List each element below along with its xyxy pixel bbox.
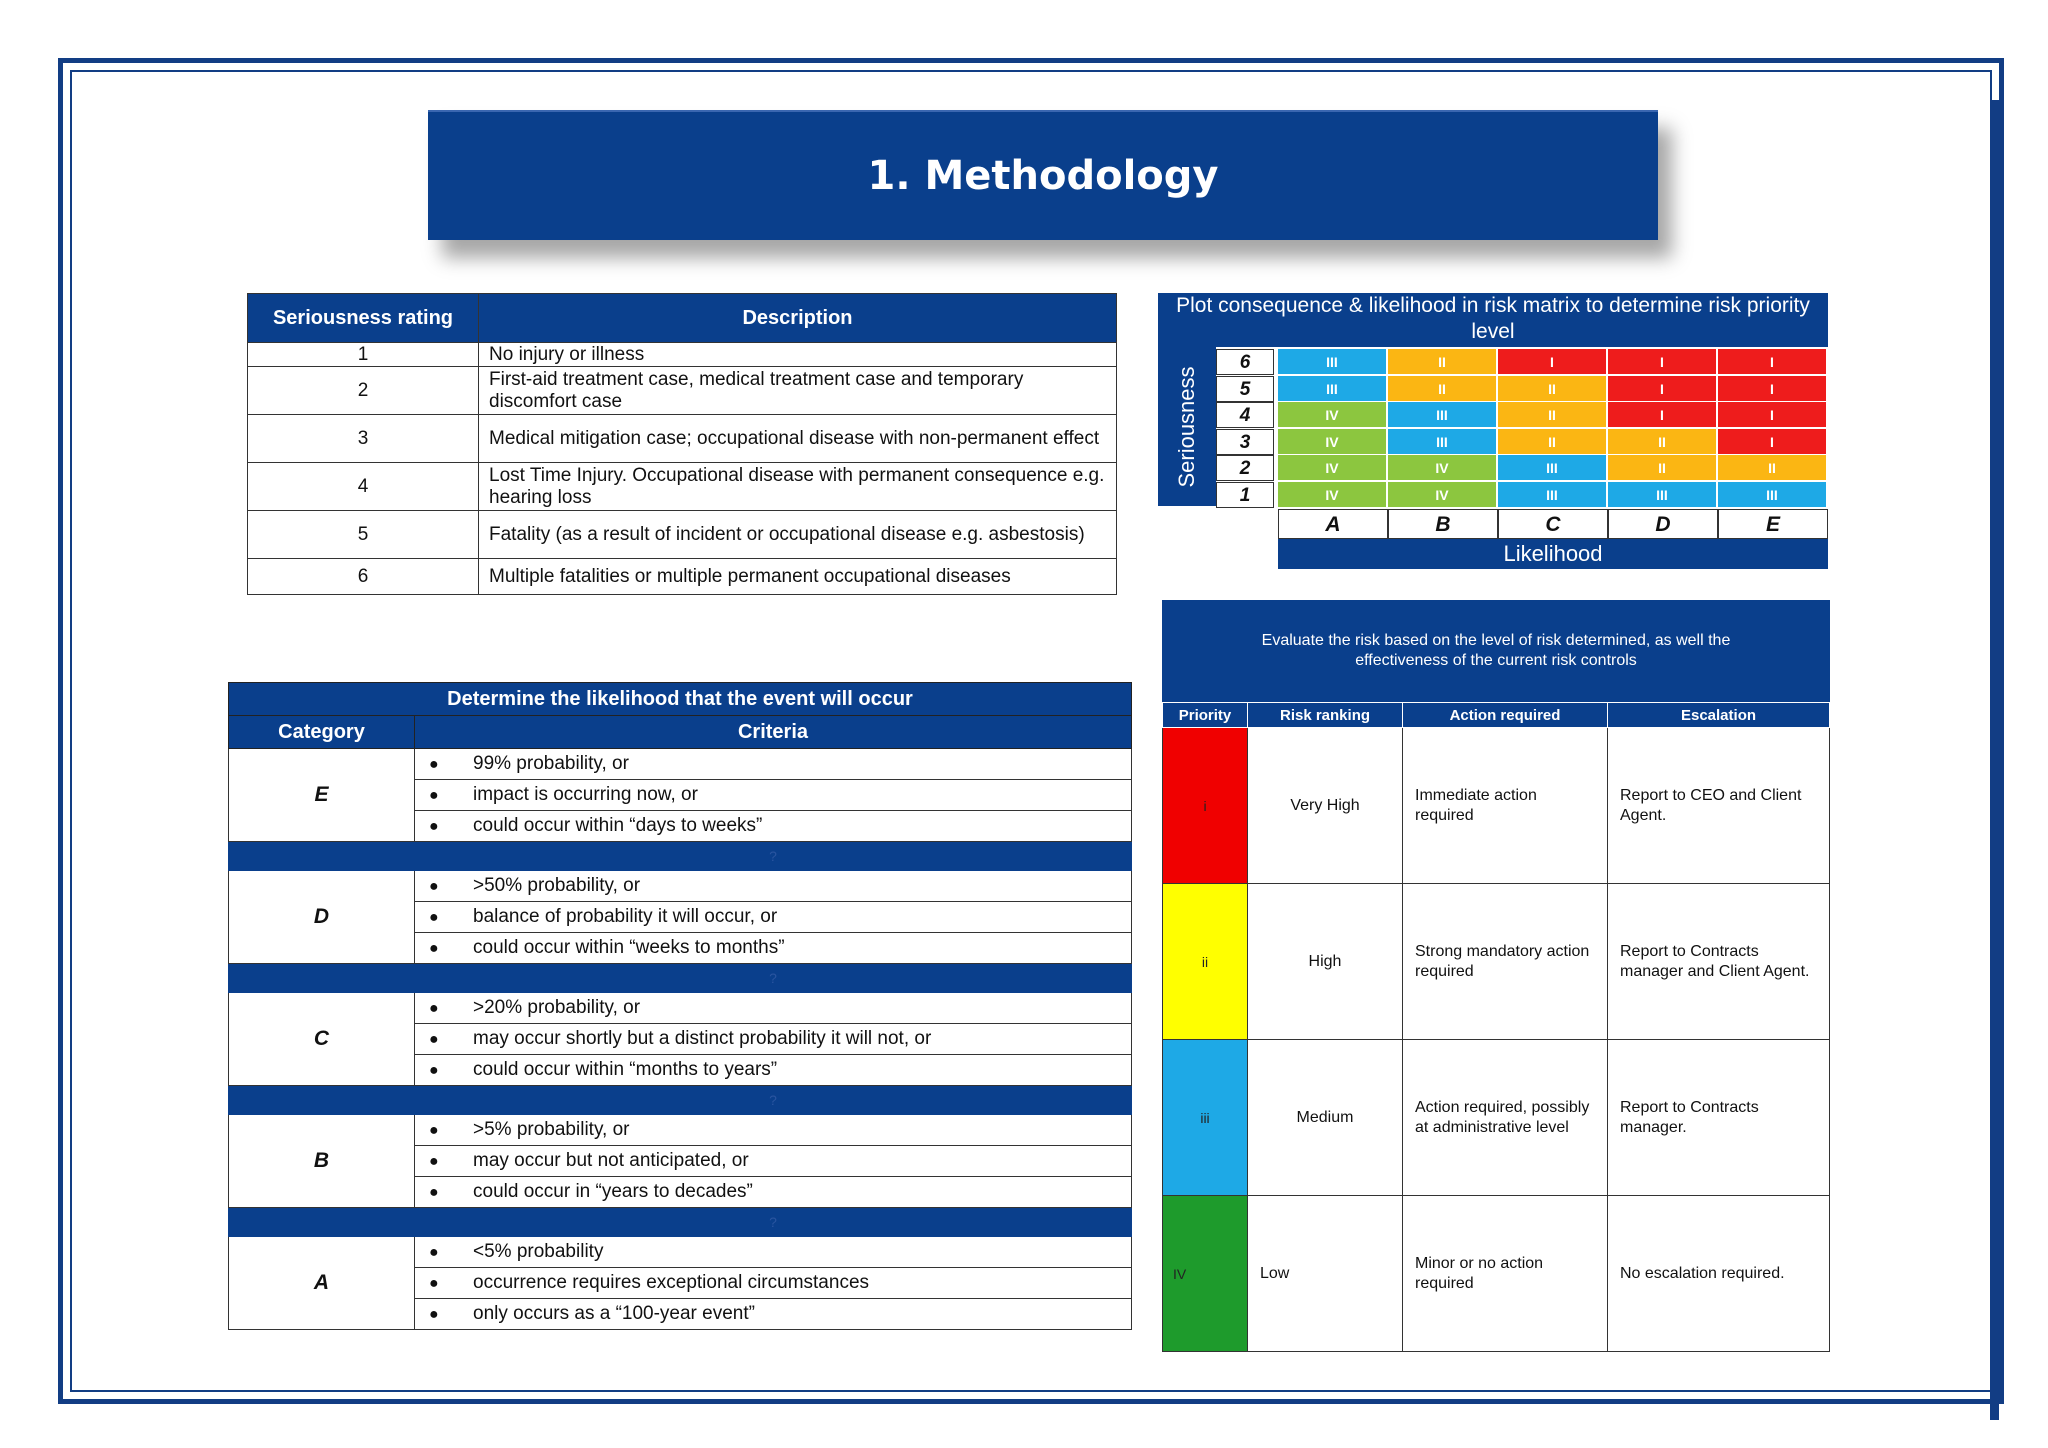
risk-ranking: Medium — [1248, 1040, 1403, 1196]
risk-matrix-cell: IV — [1278, 429, 1387, 455]
risk-matrix-cell: III — [1608, 482, 1717, 508]
risk-matrix-cell: IV — [1388, 455, 1497, 481]
escalation: Report to CEO and Client Agent. — [1608, 728, 1830, 884]
risk-matrix-cell: IV — [1388, 482, 1497, 508]
risk-matrix-column-label: D — [1608, 509, 1718, 539]
bullet-icon: ● — [429, 1153, 439, 1170]
bullet-icon: ● — [429, 1275, 439, 1292]
risk-matrix-cell: III — [1388, 429, 1497, 455]
risk-matrix-cell: III — [1718, 482, 1827, 508]
bullet-icon: ● — [429, 909, 439, 926]
likelihood-category: E — [229, 749, 415, 842]
seriousness-rating: 1 — [248, 343, 479, 367]
seriousness-description: Multiple fatalities or multiple permanent occupational diseases — [479, 559, 1117, 595]
likelihood-category: D — [229, 871, 415, 964]
bullet-icon: ● — [429, 787, 439, 804]
risk-matrix-cell: I — [1718, 376, 1827, 402]
risk-matrix-cell: II — [1498, 429, 1607, 455]
likelihood-criterion: ● >50% probability, or — [415, 871, 1132, 902]
risk-matrix-cell: II — [1608, 429, 1717, 455]
likelihood-criterion: ● may occur shortly but a distinct probability it will not, or — [415, 1024, 1132, 1055]
likelihood-category: A — [229, 1237, 415, 1330]
seriousness-description: No injury or illness — [479, 343, 1117, 367]
risk-matrix — [1158, 293, 1828, 577]
likelihood-criterion: ● >5% probability, or — [415, 1115, 1132, 1146]
likelihood-criterion: ● could occur within “days to weeks” — [415, 811, 1132, 842]
escalation: No escalation required. — [1608, 1196, 1830, 1352]
risk-matrix-cell: I — [1718, 429, 1827, 455]
seriousness-rating: 5 — [248, 511, 479, 559]
risk-matrix-column-label: A — [1278, 509, 1388, 539]
risk-evaluation-title: Evaluate the risk based on the level of risk determined, as well the effectiveness of the current risk controls — [1162, 600, 1830, 702]
escalation: Report to Contracts manager. — [1608, 1040, 1830, 1196]
eval-header-escalation: Escalation — [1608, 703, 1830, 728]
risk-matrix-title: Plot consequence & likelihood in risk matrix to determine risk priority level — [1158, 293, 1828, 347]
eval-row — [1163, 728, 1830, 884]
likelihood-criterion: ● could occur within “months to years” — [415, 1055, 1132, 1086]
risk-matrix-row-label: 1 — [1216, 482, 1274, 508]
risk-matrix-cell: I — [1718, 349, 1827, 375]
eval-row — [1163, 1040, 1830, 1196]
seriousness-rating: 3 — [248, 415, 479, 463]
risk-matrix-row-label: 6 — [1216, 349, 1274, 375]
risk-matrix-cell: II — [1608, 455, 1717, 481]
risk-matrix-cell: III — [1498, 482, 1607, 508]
priority-swatch: iii — [1163, 1040, 1248, 1196]
risk-matrix-cell: I — [1718, 402, 1827, 428]
likelihood-table — [228, 682, 1132, 1330]
seriousness-description: Medical mitigation case; occupational disease with non-permanent effect — [479, 415, 1117, 463]
risk-matrix-cell: I — [1608, 349, 1717, 375]
seriousness-description: Lost Time Injury. Occupational disease with permanent consequence e.g. hearing loss — [479, 463, 1117, 511]
risk-matrix-cell: I — [1608, 376, 1717, 402]
risk-matrix-cell: I — [1498, 349, 1607, 375]
bullet-icon: ● — [429, 1184, 439, 1201]
escalation: Report to Contracts manager and Client Agent. — [1608, 884, 1830, 1040]
seriousness-rating: 2 — [248, 367, 479, 415]
bullet-icon: ● — [429, 756, 439, 773]
likelihood-separator: ? — [415, 964, 1132, 993]
seriousness-rating: 4 — [248, 463, 479, 511]
risk-evaluation-table — [1162, 702, 1830, 1352]
seriousness-header-description: Description — [479, 294, 1117, 343]
priority-swatch: i — [1163, 728, 1248, 884]
action-required: Strong mandatory action required — [1403, 884, 1608, 1040]
likelihood-criterion: ● <5% probability — [415, 1237, 1132, 1268]
eval-row — [1163, 884, 1830, 1040]
risk-matrix-column-label: C — [1498, 509, 1608, 539]
seriousness-description: Fatality (as a result of incident or occupational disease e.g. asbestosis) — [479, 511, 1117, 559]
likelihood-criterion: ● balance of probability it will occur, or — [415, 902, 1132, 933]
risk-ranking: Low — [1248, 1196, 1403, 1352]
risk-matrix-cell: III — [1498, 455, 1607, 481]
likelihood-separator: ? — [415, 1208, 1132, 1237]
likelihood-category: C — [229, 993, 415, 1086]
risk-matrix-cell: II — [1718, 455, 1827, 481]
likelihood-criterion: ● could occur in “years to decades” — [415, 1177, 1132, 1208]
bullet-icon: ● — [429, 1062, 439, 1079]
priority-swatch: IV — [1163, 1196, 1248, 1352]
bullet-icon: ● — [429, 1000, 439, 1017]
likelihood-separator: ? — [415, 1086, 1132, 1115]
risk-ranking: High — [1248, 884, 1403, 1040]
bullet-icon: ● — [429, 1244, 439, 1261]
action-required: Action required, possibly at administrative level — [1403, 1040, 1608, 1196]
priority-swatch: ii — [1163, 884, 1248, 1040]
likelihood-table-title: Determine the likelihood that the event will occur — [229, 683, 1132, 716]
seriousness-rating: 6 — [248, 559, 479, 595]
risk-matrix-column-label: B — [1388, 509, 1498, 539]
eval-header-action: Action required — [1403, 703, 1608, 728]
likelihood-header-category: Category — [229, 716, 415, 749]
risk-matrix-y-label: Seriousness — [1174, 366, 1199, 488]
likelihood-separator: ? — [415, 842, 1132, 871]
risk-matrix-column-label: E — [1718, 509, 1828, 539]
risk-matrix-cell: I — [1608, 402, 1717, 428]
likelihood-criterion: ● only occurs as a “100-year event” — [415, 1299, 1132, 1330]
eval-row — [1163, 1196, 1830, 1352]
likelihood-criterion: ● impact is occurring now, or — [415, 780, 1132, 811]
risk-matrix-x-label: Likelihood — [1278, 539, 1828, 569]
risk-matrix-row-label: 5 — [1216, 376, 1274, 402]
bullet-icon: ● — [429, 1122, 439, 1139]
risk-matrix-cell: III — [1278, 349, 1387, 375]
risk-matrix-cell: III — [1388, 402, 1497, 428]
risk-matrix-row-label: 3 — [1216, 429, 1274, 455]
risk-ranking: Very High — [1248, 728, 1403, 884]
eval-header-priority: Priority — [1163, 703, 1248, 728]
likelihood-criterion: ● >20% probability, or — [415, 993, 1132, 1024]
seriousness-header-rating: Seriousness rating — [248, 294, 479, 343]
risk-matrix-y-axis — [1158, 347, 1216, 506]
bullet-icon: ● — [429, 878, 439, 895]
seriousness-table — [247, 293, 1117, 595]
risk-matrix-cell: II — [1388, 376, 1497, 402]
bullet-icon: ● — [429, 940, 439, 957]
bullet-icon: ● — [429, 818, 439, 835]
action-required: Minor or no action required — [1403, 1196, 1608, 1352]
action-required: Immediate action required — [1403, 728, 1608, 884]
risk-matrix-cell: II — [1498, 376, 1607, 402]
bullet-icon: ● — [429, 1031, 439, 1048]
eval-header-ranking: Risk ranking — [1248, 703, 1403, 728]
likelihood-criterion: ● 99% probability, or — [415, 749, 1132, 780]
page-frame-right-bar — [1990, 100, 1999, 1420]
risk-matrix-cell: IV — [1278, 455, 1387, 481]
risk-matrix-cell: II — [1498, 402, 1607, 428]
likelihood-criterion: ● could occur within “weeks to months” — [415, 933, 1132, 964]
page-title: 1. Methodology — [428, 110, 1658, 240]
risk-matrix-row-label: 2 — [1216, 455, 1274, 481]
risk-matrix-cell: IV — [1278, 402, 1387, 428]
likelihood-header-criteria: Criteria — [415, 716, 1132, 749]
likelihood-criterion: ● occurrence requires exceptional circumstances — [415, 1268, 1132, 1299]
risk-matrix-cell: IV — [1278, 482, 1387, 508]
risk-matrix-cell: II — [1388, 349, 1497, 375]
likelihood-criterion: ● may occur but not anticipated, or — [415, 1146, 1132, 1177]
risk-matrix-cell: III — [1278, 376, 1387, 402]
seriousness-description: First-aid treatment case, medical treatment case and temporary discomfort case — [479, 367, 1117, 415]
bullet-icon: ● — [429, 1306, 439, 1323]
risk-matrix-row-label: 4 — [1216, 402, 1274, 428]
likelihood-category: B — [229, 1115, 415, 1208]
